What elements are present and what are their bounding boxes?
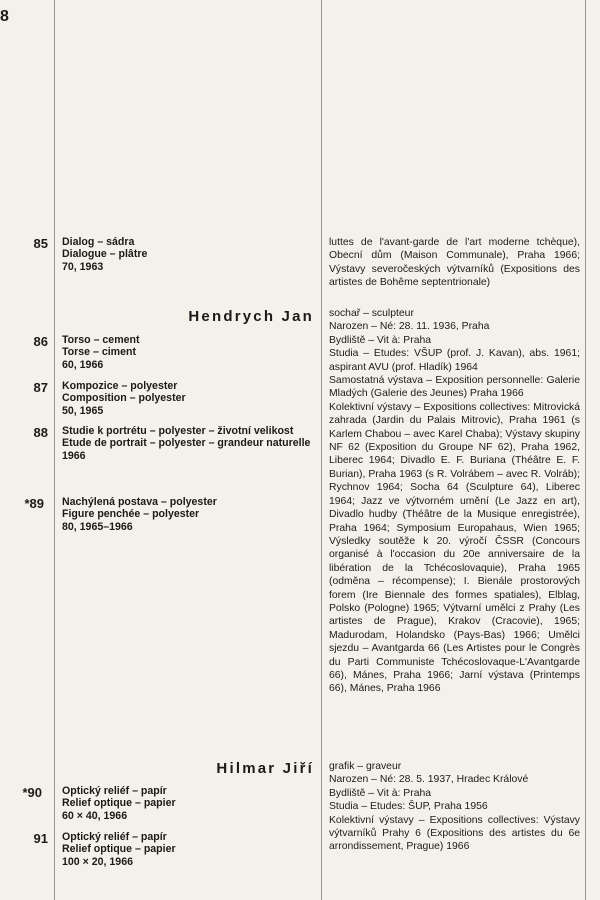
bio-residence: Bydliště – Vit à: Praha xyxy=(329,334,432,346)
bio-group-exhibitions: Kolektivní výstavy – Expositions collectives: Mitrovická zahrada (Jardin du Palais Mitrovic), Praha 1961 (s Karlem Chabou – avec Karel Chaba); Výstavy skupiny NF 62 (Exposition du Groupe NF 62), Praha 1962, Liberec 1964; Divadlo E. F. Buriana (Théâtre E. F. Burian), Praha 1963 (s R. Volrábem – avec R. Volráb); Rychnov 1964; Socha 64 (Sculpture 64), Liberec 1964; Jazz ve výtvorném umění (Le Jazz en art), Divadlo hudby (Théâtre de la Musique enregistrée), Praha 1964; Symposium Europahaus, Wien 1965; Výsledky soutěže k 20. výročí ČSSR (Concours organisé à l'occasion du 20e anniversaire de la libération de la Tchécoslovaquie), Praha 1965 (odměna – récompense); I. Bienále prostorových forem (Ire Biennale des formes spatiales), Elblag, Polsko (Pologne) 1965; Výtvarní umělci z Prahy (Les artistes de Prague), Krakov (Cracovie), 1965; Madurodam, Holandsko (Pays-Bas) 1966; Umělci sjezdu – Avantgarda 66 (Les Artistes pour le Congrès du Parti Communiste Tchécoslovaque-L'Avantgarde 66), Mánes, Praha 1966; Jarní výstava (Printemps 66), Mánes, Praha 1966 xyxy=(329,401,580,695)
catalogue-entry xyxy=(62,236,317,273)
bio-profession: sochař – sculpteur xyxy=(329,308,414,319)
catalogue-number: *90 xyxy=(22,785,42,800)
entry-title-cs: Nachýlená postava – polyester xyxy=(62,496,217,508)
entry-details: 1966 xyxy=(62,449,86,462)
entry-title-fr: Relief optique – papier xyxy=(62,797,176,810)
catalogue-number: 91 xyxy=(33,831,48,846)
artist-heading: Hendrych Jan xyxy=(188,308,314,325)
entry-title-fr: Relief optique – papier xyxy=(62,843,176,856)
catalogue-entry xyxy=(62,831,317,868)
entry-title-cs: Optický reliéf – papír xyxy=(62,831,167,843)
column-rule-center xyxy=(321,0,322,900)
entry-title-cs: Studie k portrétu – polyester – životní velikost xyxy=(62,425,294,437)
entry-title-fr: Composition – polyester xyxy=(62,392,186,405)
catalogue-entry xyxy=(62,380,317,417)
column-rule-left xyxy=(54,0,55,900)
entry-title-fr: Torse – ciment xyxy=(62,346,136,359)
bio-born: Narozen – Né: 28. 5. 1937, Hradec Králové xyxy=(329,774,529,786)
artist-heading: Hilmar Jiří xyxy=(216,760,314,777)
entry-details: 100 × 20, 1966 xyxy=(62,855,133,868)
entry-details: 80, 1965–1966 xyxy=(62,520,133,533)
catalogue-number: 88 xyxy=(33,425,48,440)
catalogue-entry xyxy=(62,334,317,371)
bio-profession: grafik – graveur xyxy=(329,761,402,772)
entry-title-fr: Etude de portrait – polyester – grandeur naturelle xyxy=(62,437,311,450)
catalogue-entry xyxy=(62,785,317,822)
bio-group-exhibitions: Kolektivní výstavy – Expositions collectives: Výstavy výtvarníků Prahy 6 (Expositions des artistes du 6e arrondissement, Prague) 1966 xyxy=(329,814,580,853)
entry-details: 60 × 40, 1966 xyxy=(62,809,128,822)
column-rule-right xyxy=(585,0,586,900)
catalogue-entry xyxy=(62,496,317,533)
artist-biography xyxy=(329,307,580,696)
catalogue-entry xyxy=(62,425,312,462)
entry-title-cs: Kompozice – polyester xyxy=(62,380,178,392)
bio-continuation: luttes de l'avant-garde de l'art moderne tchèque), Obecní dům (Maison Communale), Praha 1966; Výstavy severočeských výtvarníků (Expositions des artistes de Bohême septentrionale) xyxy=(329,237,580,289)
catalogue-number: 87 xyxy=(33,380,48,395)
bio-residence: Bydliště – Vit à: Praha xyxy=(329,787,432,799)
entry-details: 60, 1966 xyxy=(62,358,104,371)
page-number: 8 xyxy=(0,8,9,25)
bio-born: Narozen – Né: 28. 11. 1936, Praha xyxy=(329,321,490,333)
entry-details: 70, 1963 xyxy=(62,260,104,273)
catalogue-number: *89 xyxy=(24,496,44,511)
catalogue-number: 86 xyxy=(33,334,48,349)
catalogue-number: 85 xyxy=(33,236,48,251)
entry-title-fr: Dialogue – plâtre xyxy=(62,248,148,261)
entry-title-cs: Torso – cement xyxy=(62,334,140,346)
entry-title-fr: Figure penchée – polyester xyxy=(62,508,200,521)
artist-biography xyxy=(329,760,580,854)
bio-solo-exhibition: Samostatná výstava – Exposition personnelle: Galerie Mladých (Galerie des Jeunes) Praha 1966 xyxy=(329,375,580,400)
bio-studies: Studia – Etudes: VŠUP (prof. J. Kavan), abs. 1961; aspirant AVU (prof. Hladík) 1964 xyxy=(329,348,580,373)
entry-details: 50, 1965 xyxy=(62,404,104,417)
bio-studies: Studia – Etudes: ŠUP, Praha 1956 xyxy=(329,801,488,813)
entry-title-cs: Optický reliéf – papír xyxy=(62,785,167,797)
entry-title-cs: Dialog – sádra xyxy=(62,236,135,248)
